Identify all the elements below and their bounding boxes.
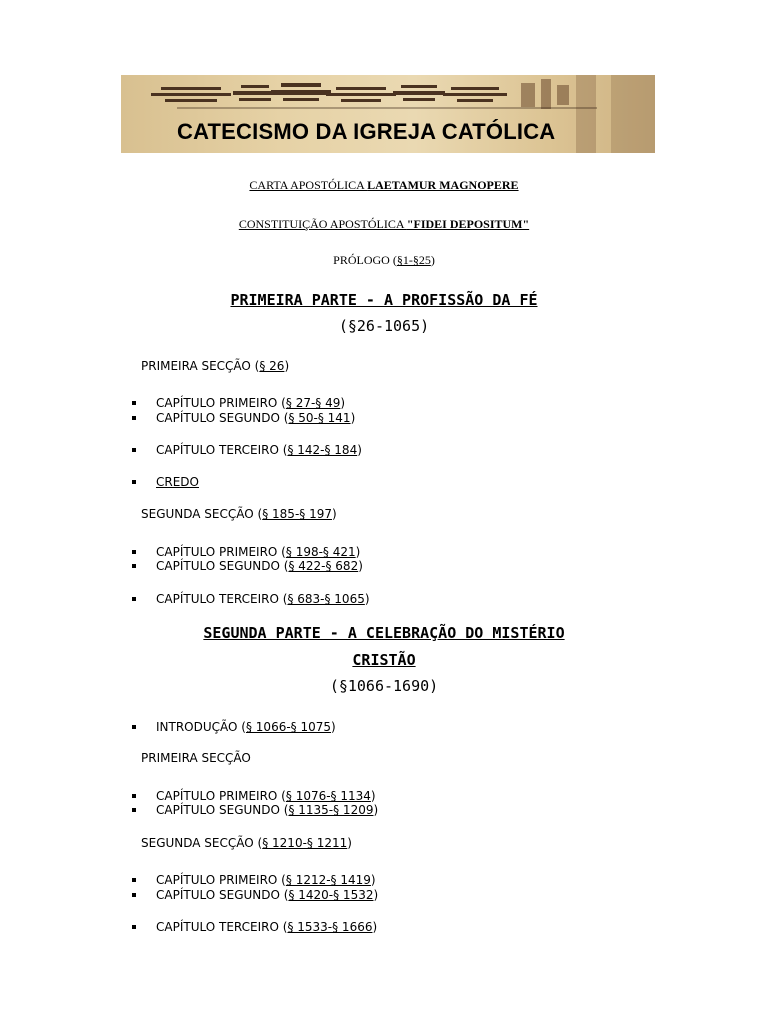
part2-sec1 bbox=[141, 751, 251, 765]
item-link[interactable]: § 422-§ 682 bbox=[288, 559, 359, 573]
part2-range: (§1066-1690) bbox=[329, 677, 439, 695]
list-item bbox=[132, 920, 377, 934]
part1-sec2 bbox=[141, 507, 337, 521]
item-label: CAPÍTULO SEGUNDO ( bbox=[156, 559, 289, 573]
item-close: ) bbox=[364, 592, 370, 606]
section-label: PRIMEIRA SECÇÃO ( bbox=[141, 359, 260, 373]
part2-title-line1: SEGUNDA PARTE - A CELEBRAÇÃO DO MISTÉRIO bbox=[203, 624, 565, 642]
item-link[interactable]: § 1135-§ 1209 bbox=[288, 803, 374, 817]
bullet-icon bbox=[132, 416, 136, 420]
item-link[interactable]: § 27-§ 49 bbox=[285, 396, 341, 410]
item-link[interactable]: § 1076-§ 1134 bbox=[285, 789, 371, 803]
item-link[interactable]: § 1212-§ 1419 bbox=[285, 873, 371, 887]
prologo-close: ) bbox=[430, 253, 435, 267]
bullet-icon bbox=[132, 448, 136, 452]
constituicao-apostolica-line[interactable] bbox=[0, 217, 768, 232]
item-close: ) bbox=[372, 920, 378, 934]
item-close: ) bbox=[373, 803, 379, 817]
part1-sec1 bbox=[141, 359, 289, 373]
item-label: INTRODUÇÃO ( bbox=[156, 720, 246, 734]
const-name: "FIDEI DEPOSITUM" bbox=[406, 217, 530, 231]
part1-title: PRIMEIRA PARTE - A PROFISSÃO DA FÉ bbox=[230, 291, 538, 309]
list-item bbox=[132, 720, 336, 734]
item-close: ) bbox=[357, 443, 362, 457]
list-item bbox=[132, 592, 370, 606]
carta-prefix: CARTA APOSTÓLICA bbox=[249, 178, 368, 192]
item-label: CAPÍTULO PRIMEIRO ( bbox=[156, 789, 286, 803]
item-close: ) bbox=[340, 396, 346, 410]
item-label: CAPÍTULO SEGUNDO ( bbox=[156, 888, 289, 902]
bullet-icon bbox=[132, 597, 136, 601]
section-link[interactable]: § 1210-§ 1211 bbox=[262, 836, 348, 850]
section-link[interactable]: § 26 bbox=[259, 359, 285, 373]
list-item bbox=[132, 559, 363, 573]
item-close: ) bbox=[331, 720, 336, 734]
item-link[interactable]: § 142-§ 184 bbox=[287, 443, 358, 457]
const-prefix: CONSTITUIÇÃO APOSTÓLICA bbox=[238, 217, 407, 231]
bullet-icon bbox=[132, 925, 136, 929]
prologo-label: PRÓLOGO ( bbox=[333, 253, 397, 267]
header-banner bbox=[121, 75, 655, 153]
list-item bbox=[132, 396, 345, 410]
list-item bbox=[132, 803, 378, 817]
section-close: ) bbox=[347, 836, 352, 850]
section-link[interactable]: § 185-§ 197 bbox=[262, 507, 332, 521]
item-label: CAPÍTULO PRIMEIRO ( bbox=[156, 873, 286, 887]
section-label: SEGUNDA SECÇÃO ( bbox=[141, 836, 263, 850]
bullet-icon bbox=[132, 878, 136, 882]
item-close: ) bbox=[370, 789, 376, 803]
item-close: ) bbox=[355, 545, 361, 559]
list-item bbox=[132, 475, 199, 489]
section-label: SEGUNDA SECÇÃO ( bbox=[141, 507, 263, 521]
list-item bbox=[132, 888, 378, 902]
bullet-icon bbox=[132, 564, 136, 568]
document-title: CATECISMO DA IGREJA CATÓLICA bbox=[177, 119, 556, 144]
carta-apostolica-link[interactable] bbox=[249, 178, 518, 192]
section-label: PRIMEIRA SECÇÃO bbox=[141, 751, 251, 765]
part2-sec2 bbox=[141, 836, 352, 850]
item-link[interactable]: § 1066-§ 1075 bbox=[245, 720, 332, 734]
item-label: CAPÍTULO PRIMEIRO ( bbox=[156, 545, 286, 559]
bullet-icon bbox=[132, 794, 136, 798]
item-close: ) bbox=[370, 873, 376, 887]
section-close: ) bbox=[332, 507, 337, 521]
item-label: CAPÍTULO SEGUNDO ( bbox=[156, 411, 289, 425]
bullet-icon bbox=[132, 893, 136, 897]
bullet-icon bbox=[132, 725, 136, 729]
bullet-icon bbox=[132, 550, 136, 554]
constituicao-apostolica-link[interactable] bbox=[239, 217, 529, 231]
part2-title-line2: CRISTÃO bbox=[352, 651, 416, 669]
list-item bbox=[132, 789, 376, 803]
item-label: CAPÍTULO PRIMEIRO ( bbox=[156, 396, 286, 410]
item-link[interactable]: § 198-§ 421 bbox=[285, 545, 356, 559]
list-item bbox=[132, 411, 355, 425]
carta-name: LAETAMUR MAGNOPERE bbox=[367, 178, 519, 192]
bullet-icon bbox=[132, 401, 136, 405]
item-link[interactable]: § 1420-§ 1532 bbox=[288, 888, 374, 902]
item-label: CAPÍTULO SEGUNDO ( bbox=[156, 803, 289, 817]
part1-range: (§26-1065) bbox=[338, 317, 430, 335]
bullet-icon bbox=[132, 480, 136, 484]
item-label: CAPÍTULO TERCEIRO ( bbox=[156, 443, 288, 457]
section-close: ) bbox=[284, 359, 290, 373]
prologo-link[interactable]: §1-§25 bbox=[396, 253, 431, 267]
prologo-line bbox=[0, 253, 768, 268]
item-link[interactable]: § 50-§ 141 bbox=[288, 411, 351, 425]
list-item bbox=[132, 443, 362, 457]
item-link[interactable]: § 1533-§ 1666 bbox=[287, 920, 373, 934]
item-label: CAPÍTULO TERCEIRO ( bbox=[156, 592, 288, 606]
item-close: ) bbox=[358, 559, 363, 573]
item-link[interactable]: § 683-§ 1065 bbox=[287, 592, 365, 606]
credo-link[interactable]: CREDO bbox=[156, 475, 199, 489]
item-close: ) bbox=[373, 888, 379, 902]
list-item bbox=[132, 545, 360, 559]
list-item bbox=[132, 873, 376, 887]
carta-apostolica-line[interactable] bbox=[0, 178, 768, 193]
bullet-icon bbox=[132, 808, 136, 812]
item-label: CAPÍTULO TERCEIRO ( bbox=[156, 920, 288, 934]
item-close: ) bbox=[350, 411, 356, 425]
